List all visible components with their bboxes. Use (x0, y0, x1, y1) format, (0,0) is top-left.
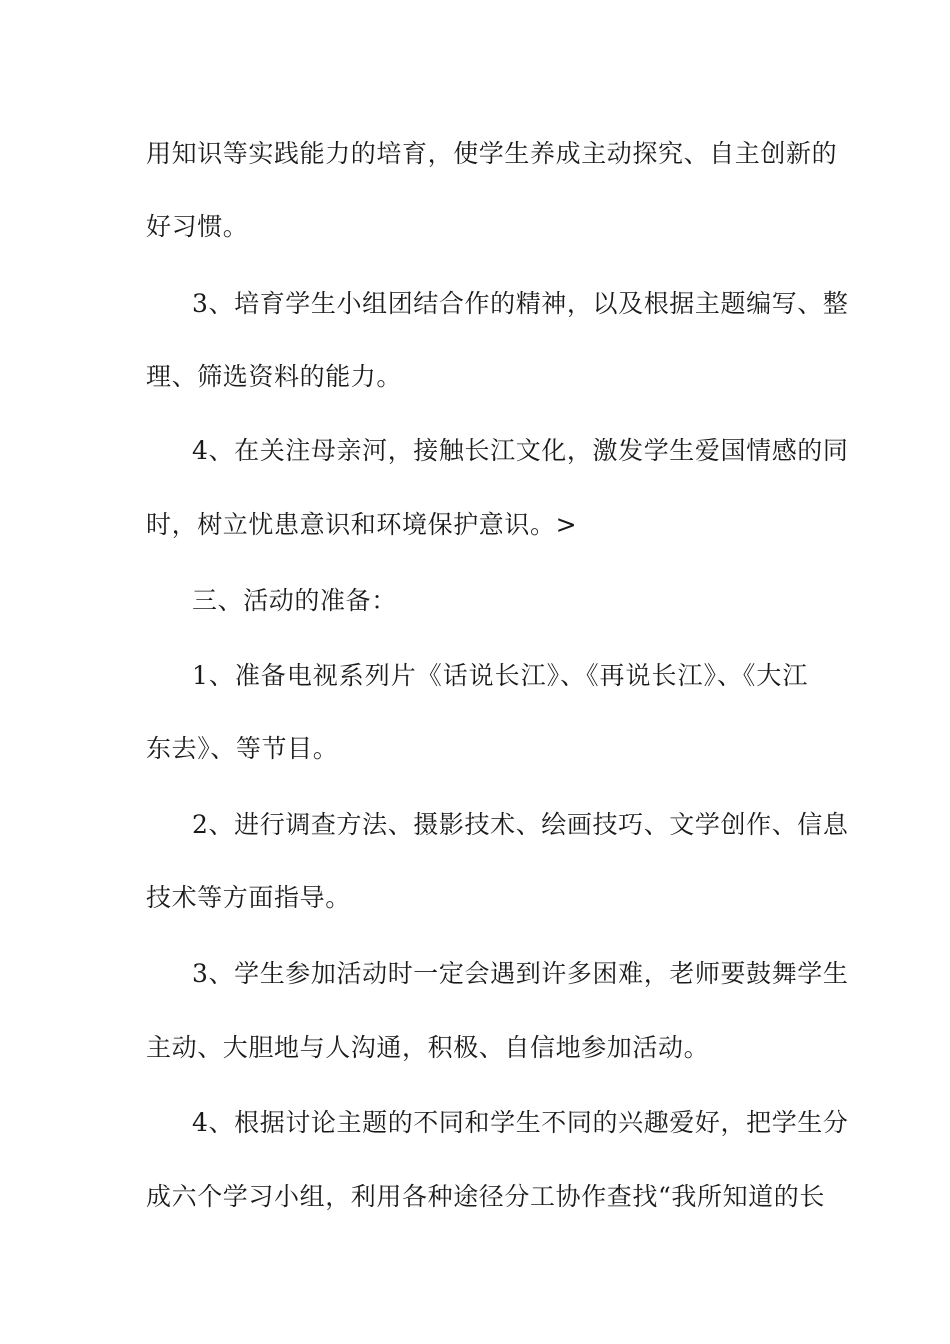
prep-item-3-line-2: 主动、大胆地与人沟通，积极、自信地参加活动。 (146, 1033, 710, 1062)
prep-item-4-line-2: 成六个学习小组，利用各种途径分工协作查找“我所知道的长 (146, 1182, 825, 1211)
prep-item-3-line-1: 3、学生参加活动时一定会遇到许多困难，老师要鼓舞学生 (192, 959, 849, 988)
list-item-4-line-1: 4、在关注母亲河，接触长江文化，激发学生爱国情感的同 (192, 436, 849, 465)
text-line: 好习惯。 (146, 212, 249, 241)
prep-item-2-line-2: 技术等方面指导。 (146, 883, 351, 912)
text-line: 用知识等实践能力的培育，使学生养成主动探究、自主创新的 (146, 139, 838, 168)
list-item-3-line-2: 理、筛选资料的能力。 (146, 362, 403, 391)
list-item-4-line-2: 时，树立忧患意识和环境保护意识。> (146, 510, 578, 539)
prep-item-1-line-1: 1、准备电视系列片《话说长江》、《再说长江》、《大江 (192, 661, 808, 690)
prep-item-1-line-2: 东去》、等节目。 (146, 734, 339, 763)
prep-item-4-line-1: 4、根据讨论主题的不同和学生不同的兴趣爱好，把学生分 (192, 1108, 849, 1137)
list-item-3-line-1: 3、培育学生小组团结合作的精神，以及根据主题编写、整 (192, 289, 849, 318)
section-heading: 三、活动的准备： (192, 586, 397, 615)
prep-item-2-line-1: 2、进行调查方法、摄影技术、绘画技巧、文学创作、信息 (192, 810, 849, 839)
